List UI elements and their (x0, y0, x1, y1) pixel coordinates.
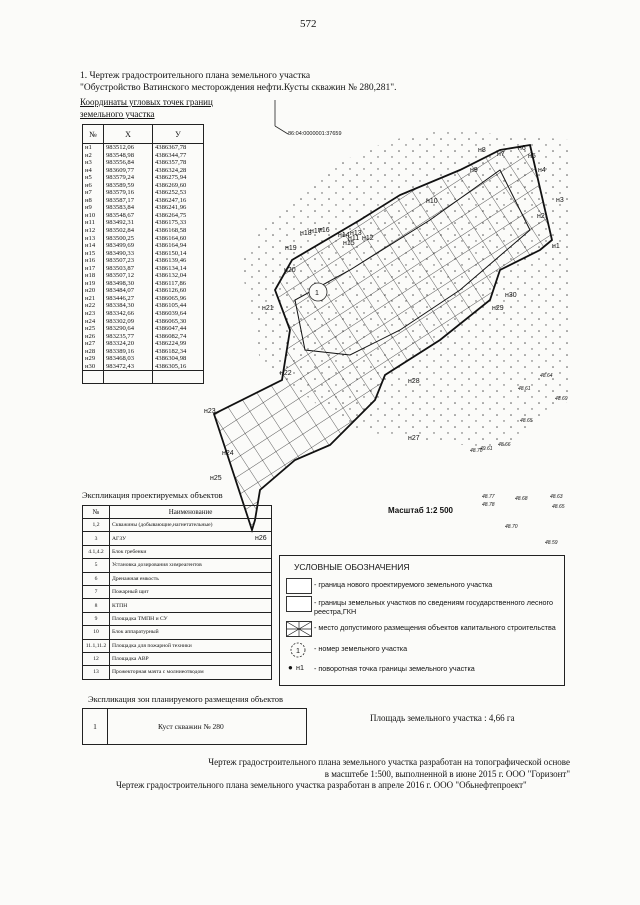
point-label: н28 (408, 378, 420, 385)
table-row: н10 983548,67 4386264,75 (83, 212, 204, 220)
table-row: н22 983384,30 4386105,44 (83, 302, 204, 310)
point-label: н27 (408, 435, 420, 442)
title-line-1: 1. Чертеж градостроительного плана земельного участка (80, 71, 311, 81)
title-line-2: "Обустройство Ватинского месторождения нефти.Кусты скважин № 280,281". (80, 83, 397, 93)
zones-table (82, 708, 307, 745)
site-plan-map (200, 100, 570, 550)
elevation-label: 48.70 (470, 448, 483, 454)
elevation-label: 48.66 (498, 442, 511, 448)
table-row: н4 983609,77 4386324,28 (83, 167, 204, 175)
table-row: н18 983507,12 4386132,04 (83, 272, 204, 280)
table-row: н19 983498,30 4386117,86 (83, 280, 204, 288)
table-row: н29 983468,03 4386304,98 (83, 355, 204, 363)
table-row: н12 983502,84 4386168,58 (83, 227, 204, 235)
legend-title: УСЛОВНЫЕ ОБОЗНАЧЕНИЯ (294, 562, 410, 572)
coordinate-table (82, 124, 204, 384)
point-label: н24 (222, 450, 234, 457)
point-label: н29 (492, 305, 504, 312)
table-row: 9 Площадка ТМПН и СУ (83, 612, 272, 625)
explication-table (82, 505, 272, 680)
elevation-label: 48.68 (515, 496, 528, 502)
point-label: н22 (280, 370, 292, 377)
point-label: н30 (505, 292, 517, 299)
explication-rows (83, 519, 272, 680)
point-label: н12 (362, 235, 374, 242)
zone-number-label: 1 (315, 290, 319, 297)
explication-header-name: Наименование (110, 506, 272, 519)
table-row: 12 Площадка АВР (83, 652, 272, 665)
table-row: 11.1,11.2 Площадка для пожарной техники (83, 639, 272, 652)
point-label: н7 (497, 151, 505, 158)
point-label: н16 (318, 227, 330, 234)
explication-caption: Экспликация проектируемых объектов (82, 490, 223, 500)
point-label: н1 (552, 243, 560, 250)
point-label: н20 (284, 267, 296, 274)
table-row: н25 983290,64 4386047,44 (83, 325, 204, 333)
coord-header-x: X (104, 125, 153, 144)
elevation-label: 48.61 (518, 386, 531, 392)
document-title (80, 70, 396, 94)
elevation-label: 48.69 (555, 396, 568, 402)
table-row: н14 983499,69 4386164,94 (83, 242, 204, 250)
point-label: н23 (204, 408, 216, 415)
point-label: н21 (262, 305, 274, 312)
point-label: н17 (310, 228, 322, 235)
footer-note-author: Чертеж градостроительного плана земельного участка разработан в апреле 2016 г. ООО "Обьнефтепроект" (116, 780, 527, 790)
legend-swatch-registry (286, 596, 312, 612)
table-row: н6 983589,59 4386269,60 (83, 182, 204, 190)
table-row: н20 983484,07 4386126,60 (83, 287, 204, 295)
point-label: н5 (528, 153, 536, 160)
point-dot-icon: ● (288, 663, 293, 672)
table-row: н26 983235,77 4386082,74 (83, 333, 204, 341)
table-row: 6 Дренажная емкость (83, 572, 272, 585)
elevation-label: 48.70 (505, 524, 518, 530)
elevation-label: 48.59 (545, 540, 558, 546)
table-row: н30 983472,43 4386305,16 (83, 363, 204, 371)
point-label: н25 (210, 475, 222, 482)
elevation-label: 48.63 (550, 494, 563, 500)
table-row: н1 983512,06 4386367,78 (83, 144, 204, 152)
cadastral-number: 86:04:0000001:37659 (288, 131, 342, 137)
point-label: н10 (426, 198, 438, 205)
point-label: н13 (350, 230, 362, 237)
table-row: н24 983302,09 4386065,30 (83, 318, 204, 326)
table-row: н5 983579,24 4386275,94 (83, 174, 204, 182)
point-label: н2 (537, 213, 545, 220)
point-label: н8 (478, 147, 486, 154)
point-label: н4 (538, 167, 546, 174)
table-row: н28 983389,16 4386182,34 (83, 348, 204, 356)
table-row: н9 983583,84 4386241,96 (83, 204, 204, 212)
elevation-label: 48.78 (482, 502, 495, 508)
table-row: 1 Куст скважин № 280 (83, 709, 307, 745)
elevation-label: 48.77 (482, 494, 495, 500)
table-row: 13 Прожекторная мачта с молниеотводом (83, 666, 272, 679)
point-label: н26 (255, 535, 267, 542)
elevation-label: 48.65 (552, 504, 565, 510)
table-row: 3 АГЗУ (83, 532, 272, 545)
table-row: 10 Блок аппаратурный (83, 626, 272, 639)
plot-area: Площадь земельного участка : 4,66 га (370, 713, 515, 723)
table-row: 1,2 Скважины (добывающие,нагнетательные) (83, 519, 272, 532)
point-label: н3 (556, 197, 564, 204)
point-label: н6 (518, 145, 526, 152)
point-label: н15 (343, 240, 355, 247)
table-row: 5 Установка дозирования химреагентов (83, 559, 272, 572)
legend-swatch-cross-icon (286, 621, 312, 637)
table-row: 7 Пожарный щит (83, 585, 272, 598)
point-label: н18 (300, 230, 312, 237)
coordinate-rows (83, 144, 204, 371)
explication-header-num: № (83, 506, 110, 519)
table-row: н17 983503,87 4386134,14 (83, 265, 204, 273)
table-row: н16 983507,23 4386139,46 (83, 257, 204, 265)
elevation-label: 48.65 (520, 418, 533, 424)
table-row: н7 983579,16 4386252,53 (83, 189, 204, 197)
table-row: н8 983587,17 4386247,16 (83, 197, 204, 205)
elevation-label: 49.61 (480, 446, 493, 452)
elevation-label: 48.64 (540, 373, 553, 379)
table-row: н15 983490,33 4386150,14 (83, 250, 204, 258)
point-label: н19 (285, 245, 297, 252)
coord-caption (80, 96, 213, 120)
point-label: н11 (348, 235, 360, 242)
zones-caption: Экспликация зон планируемого размещения объектов (88, 694, 284, 704)
footer-note-topo: Чертеж градостроительного плана земельного участка разработан на топографической основе в масштебе 1:500, выполненной в июне 2015 г. ООО "Горизонт" (208, 757, 570, 779)
coord-header-y: У (153, 125, 204, 144)
table-row: 8 КТПН (83, 599, 272, 612)
table-row: н23 983342,66 4386039,64 (83, 310, 204, 318)
coord-caption-line-1: Координаты угловых точек границ (80, 97, 213, 107)
table-row: н13 983500,25 4386164,60 (83, 235, 204, 243)
point-label: н14 (338, 232, 350, 239)
table-row: н21 983446,27 4386065,96 (83, 295, 204, 303)
point-label: н9 (470, 167, 478, 174)
legend-swatch-new-plot (286, 578, 312, 594)
table-row: 4.1,4.2 Блок гребенки (83, 545, 272, 558)
map-scale: Масштаб 1:2 500 (388, 506, 453, 515)
legend-box: УСЛОВНЫЕ ОБОЗНАЧЕНИЯ - граница нового проектируемого земельного участка - границы земельных участков по сведениям государственного лесного реестра,ГКН - место допустимого размещения объектов капитального строительства 1 - номер земельного участка ● н1 - поворотная точка границы земельного участка (279, 555, 565, 686)
page-number: 572 (300, 18, 317, 30)
table-row: н3 983556,84 4386357,78 (83, 159, 204, 167)
coord-caption-line-2: земельного участка (80, 109, 155, 119)
table-row: н27 983324,20 4386224,99 (83, 340, 204, 348)
table-row: н11 983492,31 4386175,33 (83, 219, 204, 227)
coord-header-num: № (83, 125, 104, 144)
table-row: н2 983548,98 4386344,77 (83, 152, 204, 160)
